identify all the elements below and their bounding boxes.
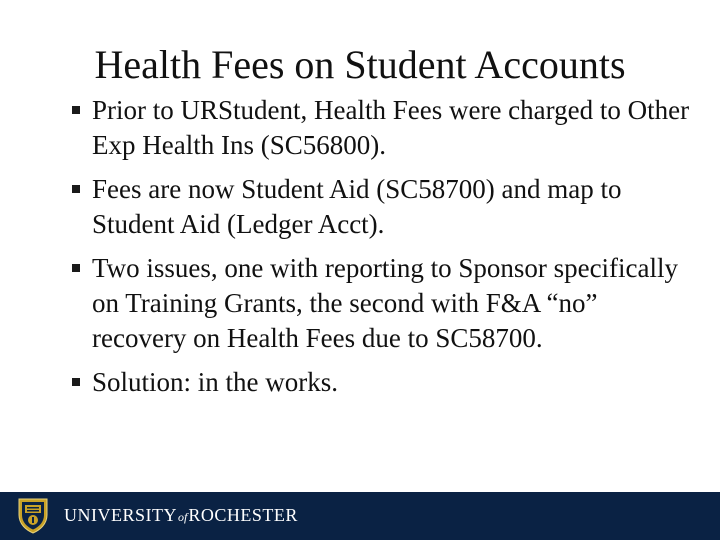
slide-title: Health Fees on Student Accounts [94, 42, 626, 87]
bullet-item [72, 251, 692, 356]
university-wordmark [64, 505, 298, 526]
square-bullet-icon [72, 185, 80, 193]
wordmark-university: UNIVERSITY [64, 505, 177, 525]
footer-band [0, 492, 720, 540]
square-bullet-icon [72, 264, 80, 272]
bullet-item [72, 172, 692, 242]
bullet-text: Two issues, one with reporting to Sponsor specifically on Training Grants, the second with F&A “no” recovery on Health Fees due to SC58700. [92, 253, 679, 353]
bullet-list [72, 93, 692, 409]
university-crest-icon [16, 496, 50, 534]
wordmark-rochester: ROCHESTER [188, 505, 298, 525]
bullet-item [72, 365, 692, 400]
bullet-text: Prior to URStudent, Health Fees were charged to Other Exp Health Ins (SC56800). [92, 95, 690, 160]
wordmark-of: of [178, 510, 188, 524]
square-bullet-icon [72, 378, 80, 386]
bullet-item [72, 93, 692, 163]
bullet-text: Fees are now Student Aid (SC58700) and map to Student Aid (Ledger Acct). [92, 174, 622, 239]
bullet-text: Solution: in the works. [92, 367, 339, 397]
square-bullet-icon [72, 106, 80, 114]
